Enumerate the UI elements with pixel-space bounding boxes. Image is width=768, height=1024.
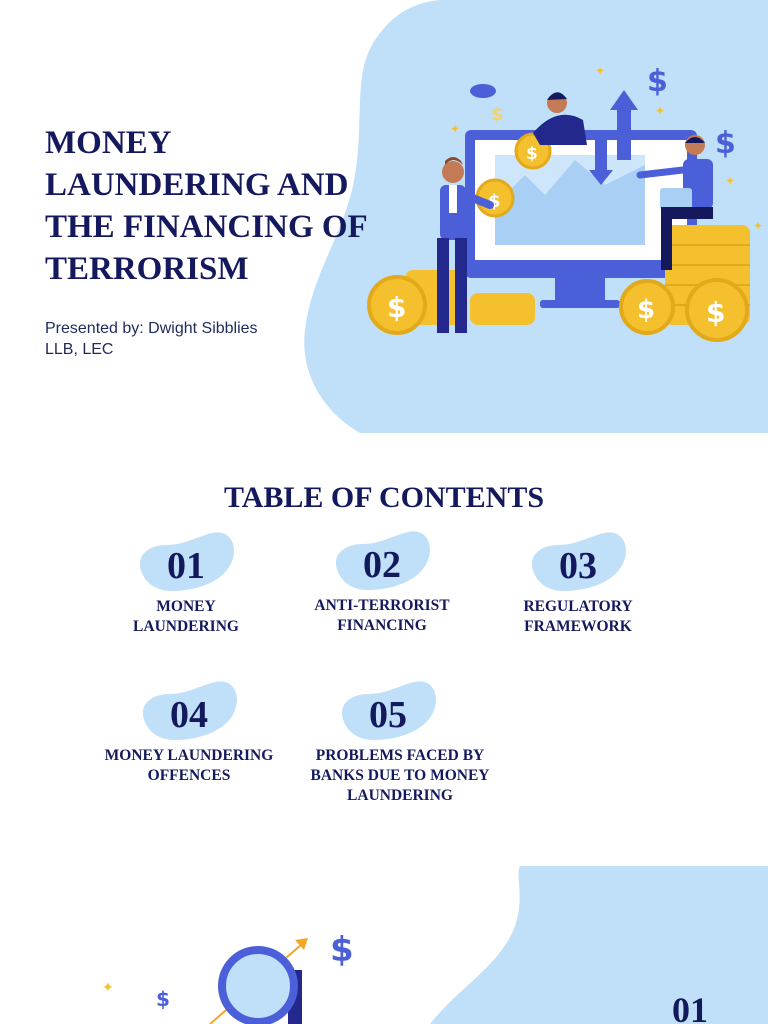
svg-text:$: $ [706, 296, 726, 329]
sparkle-icon: ✦ [595, 64, 606, 78]
coin-icon [621, 281, 673, 333]
dollar-sign-icon: $ [715, 126, 736, 161]
table-of-contents-slide [0, 433, 768, 866]
sparkle-icon: ✦ [753, 219, 764, 233]
toc-item[interactable] [288, 680, 488, 806]
toc-label: MONEY LAUNDERING OFFENCES [104, 747, 274, 784]
svg-text:$: $ [387, 291, 407, 324]
finance-illustration [365, 55, 765, 355]
dollar-sign-icon: $ [647, 64, 668, 99]
magnifier-icon [222, 950, 294, 1022]
sparkle-icon: ✦ [655, 104, 666, 118]
section-number: 01 [672, 990, 708, 1024]
dollar-sign-icon: $ [491, 104, 504, 125]
toc-number: 05 [369, 694, 407, 736]
presentation-title: MONEY LAUNDERING AND THE FINANCING OF TERRORISM [45, 125, 367, 287]
toc-item[interactable] [282, 530, 482, 636]
svg-text:$: $ [488, 191, 501, 212]
dollar-sign-icon: $ [156, 987, 170, 1011]
coin-icon [687, 280, 747, 340]
toc-number: 04 [170, 694, 208, 736]
toc-item[interactable] [89, 680, 289, 786]
toc-number: 03 [559, 545, 597, 587]
svg-text:$: $ [526, 144, 538, 164]
toc-item[interactable] [478, 531, 678, 637]
sparkle-icon: ✦ [102, 981, 114, 996]
sparkle-icon: ✦ [450, 122, 461, 136]
person-icon [533, 92, 587, 145]
presenter-credit: Presented by: Dwight Sibblies LLB, LEC [45, 320, 258, 358]
toc-label: PROBLEMS FACED BY BANKS DUE TO MONEY LAUNDERING [310, 747, 490, 804]
toc-number: 02 [363, 544, 401, 586]
title-slide [0, 0, 768, 433]
analysis-illustration [90, 866, 390, 1024]
dollar-sign-icon: $ [330, 930, 354, 970]
toc-number: 01 [167, 545, 205, 587]
sparkle-icon: ✦ [725, 174, 736, 188]
toc-item[interactable] [86, 531, 286, 637]
toc-label: REGULATORY FRAMEWORK [523, 598, 633, 635]
toc-label: MONEY LAUNDERING [133, 598, 239, 635]
toc-heading: TABLE OF CONTENTS [223, 481, 545, 514]
svg-text:$: $ [637, 295, 656, 325]
section-slide [0, 866, 768, 1024]
coin-icon [369, 277, 425, 333]
toc-label: ANTI-TERRORIST FINANCING [314, 597, 450, 634]
